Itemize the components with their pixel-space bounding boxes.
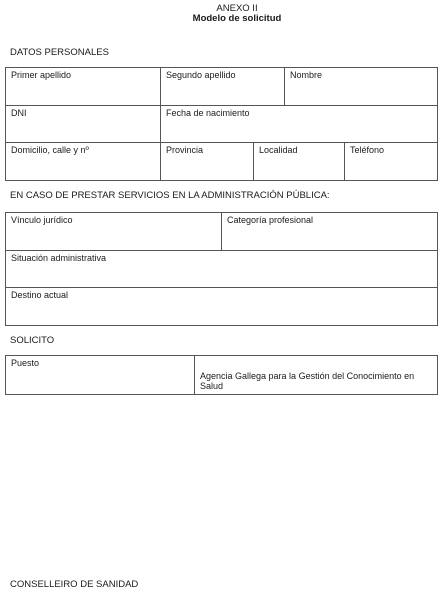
public-service-heading: EN CASO DE PRESTAR SERVICIOS EN LA ADMINISTRACIÓN PÚBLICA: [10, 190, 330, 201]
request-row [6, 356, 438, 395]
personal-data-grid [5, 67, 438, 181]
admin-status-label: Situación administrativa [11, 253, 107, 263]
name-label: Nombre [290, 70, 323, 80]
form-title: Modelo de solicitud [192, 13, 282, 24]
phone-field[interactable] [345, 143, 438, 181]
public-row-link [6, 213, 438, 251]
category-label: Categoría profesional [227, 215, 314, 225]
request-heading: SOLICITO [10, 335, 55, 346]
name-field[interactable] [285, 68, 438, 106]
personal-data-heading: DATOS PERSONALES [10, 47, 109, 58]
current-post-label: Destino actual [11, 290, 69, 300]
birth-date-label: Fecha de nacimiento [166, 108, 250, 118]
dni-label: DNI [11, 108, 27, 118]
annex-label: ANEXO II [216, 3, 258, 14]
dni-field[interactable] [6, 106, 161, 143]
request-grid [5, 355, 438, 395]
agency-field [195, 356, 438, 395]
second-surname-field[interactable] [161, 68, 285, 106]
legal-link-label: Vínculo jurídico [11, 215, 73, 225]
province-label: Provincia [166, 145, 204, 155]
admin-status-field[interactable] [6, 251, 438, 288]
province-field[interactable] [161, 143, 254, 181]
legal-link-field[interactable] [6, 213, 222, 251]
current-post-field[interactable] [6, 288, 438, 326]
signatory-label: CONSELLEIRO DE SANIDAD [10, 579, 139, 590]
public-row-status [6, 251, 438, 288]
address-label: Domicilio, calle y nº [11, 145, 89, 155]
locality-field[interactable] [254, 143, 345, 181]
personal-row-id [6, 106, 438, 143]
position-label: Puesto [11, 358, 40, 368]
personal-row-address [6, 143, 438, 181]
first-surname-field[interactable] [6, 68, 161, 106]
public-row-post [6, 288, 438, 326]
public-service-grid [5, 212, 438, 326]
birth-date-field[interactable] [161, 106, 438, 143]
category-field[interactable] [222, 213, 438, 251]
phone-label: Teléfono [350, 145, 385, 155]
first-surname-label: Primer apellido [11, 70, 72, 80]
locality-label: Localidad [259, 145, 298, 155]
personal-row-names [6, 68, 438, 106]
position-field[interactable] [6, 356, 195, 395]
second-surname-label: Segundo apellido [166, 70, 236, 80]
address-field[interactable] [6, 143, 161, 181]
agency-name: Agencia Gallega para la Gestión del Conocimiento en Salud [200, 371, 415, 391]
